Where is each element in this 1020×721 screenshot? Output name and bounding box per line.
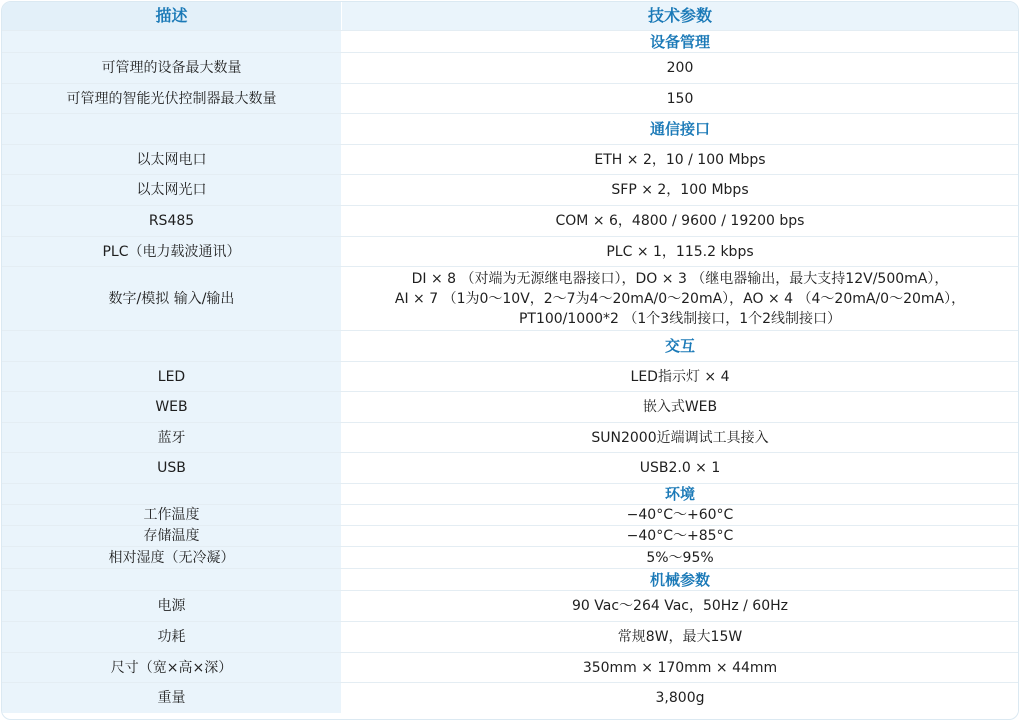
row-value: 3,800g	[342, 683, 1018, 713]
section-row	[2, 114, 1018, 145]
section-row	[2, 31, 1018, 53]
row-value: 350mm × 170mm × 44mm	[342, 653, 1018, 682]
header-spec: 技术参数	[342, 2, 1018, 30]
row-label: PLC（电力载波通讯）	[2, 237, 342, 266]
section-title: 机械参数	[342, 569, 1018, 590]
row-label: 相对湿度（无冷凝）	[2, 547, 342, 568]
table-row	[2, 423, 1018, 453]
row-label: 蓝牙	[2, 423, 342, 452]
table-row	[2, 653, 1018, 683]
row-label: 电源	[2, 591, 342, 621]
row-label: 可管理的智能光伏控制器最大数量	[2, 84, 342, 113]
section-spacer	[2, 114, 342, 144]
row-label: 以太网光口	[2, 175, 342, 205]
table-row	[2, 591, 1018, 622]
table-row	[2, 683, 1018, 713]
table-row	[2, 53, 1018, 84]
row-value: −40°C～+85°C	[342, 526, 1018, 546]
table-row	[2, 145, 1018, 175]
row-label: USB	[2, 453, 342, 483]
row-label: 重量	[2, 683, 342, 713]
section-title: 环境	[342, 484, 1018, 504]
table-row	[2, 453, 1018, 484]
row-value: 5%～95%	[342, 547, 1018, 568]
section-row	[2, 331, 1018, 362]
row-value: COM × 6，4800 / 9600 / 19200 bps	[342, 206, 1018, 236]
row-value: SUN2000近端调试工具接入	[342, 423, 1018, 452]
table-row	[2, 622, 1018, 653]
row-value: 嵌入式WEB	[342, 392, 1018, 422]
table-row	[2, 267, 1018, 331]
row-label: RS485	[2, 206, 342, 236]
value-line: PT100/1000*2 （1个3线制接口，1个2线制接口）	[518, 310, 842, 327]
row-label: 数字/模拟 输入/输出	[2, 267, 342, 330]
row-value: LED指示灯 × 4	[342, 362, 1018, 391]
value-line: AI × 7 （1为0～10V，2～7为4～20mA/0～20mA），AO × 4 （4～20mA/0～20mA），	[394, 290, 966, 307]
section-title: 设备管理	[342, 31, 1018, 52]
row-value: 常规8W，最大15W	[342, 622, 1018, 652]
row-label: 功耗	[2, 622, 342, 652]
row-value: USB2.0 × 1	[342, 453, 1018, 483]
row-label: 尺寸（宽×高×深）	[2, 653, 342, 682]
row-label: 存储温度	[2, 526, 342, 546]
row-label: 以太网电口	[2, 145, 342, 174]
section-title: 交互	[342, 331, 1018, 361]
table-row	[2, 175, 1018, 206]
row-value: 150	[342, 84, 1018, 113]
table-row	[2, 84, 1018, 114]
row-label: 可管理的设备最大数量	[2, 53, 342, 83]
row-value: ETH × 2，10 / 100 Mbps	[342, 145, 1018, 174]
table-header	[2, 2, 1018, 31]
table-row	[2, 392, 1018, 423]
section-spacer	[2, 331, 342, 361]
value-line: DI × 8 （对端为无源继电器接口），DO × 3 （继电器输出，最大支持12V/500mA），	[411, 270, 949, 287]
table-row	[2, 206, 1018, 237]
row-value: 200	[342, 53, 1018, 83]
row-value: PLC × 1，115.2 kbps	[342, 237, 1018, 266]
row-label: WEB	[2, 392, 342, 422]
table-row	[2, 362, 1018, 392]
section-row	[2, 569, 1018, 591]
section-spacer	[2, 484, 342, 504]
section-row	[2, 484, 1018, 505]
section-spacer	[2, 31, 342, 52]
table-row	[2, 526, 1018, 547]
spec-table	[1, 1, 1019, 720]
row-label: 工作温度	[2, 505, 342, 525]
section-spacer	[2, 569, 342, 590]
table-row	[2, 505, 1018, 526]
row-value: SFP × 2，100 Mbps	[342, 175, 1018, 205]
table-row	[2, 237, 1018, 267]
header-description: 描述	[2, 2, 342, 30]
row-value: 90 Vac～264 Vac，50Hz / 60Hz	[342, 591, 1018, 621]
table-body	[2, 31, 1018, 713]
row-value: −40°C～+60°C	[342, 505, 1018, 525]
table-row	[2, 547, 1018, 569]
row-label: LED	[2, 362, 342, 391]
row-value	[342, 267, 1018, 330]
section-title: 通信接口	[342, 114, 1018, 144]
